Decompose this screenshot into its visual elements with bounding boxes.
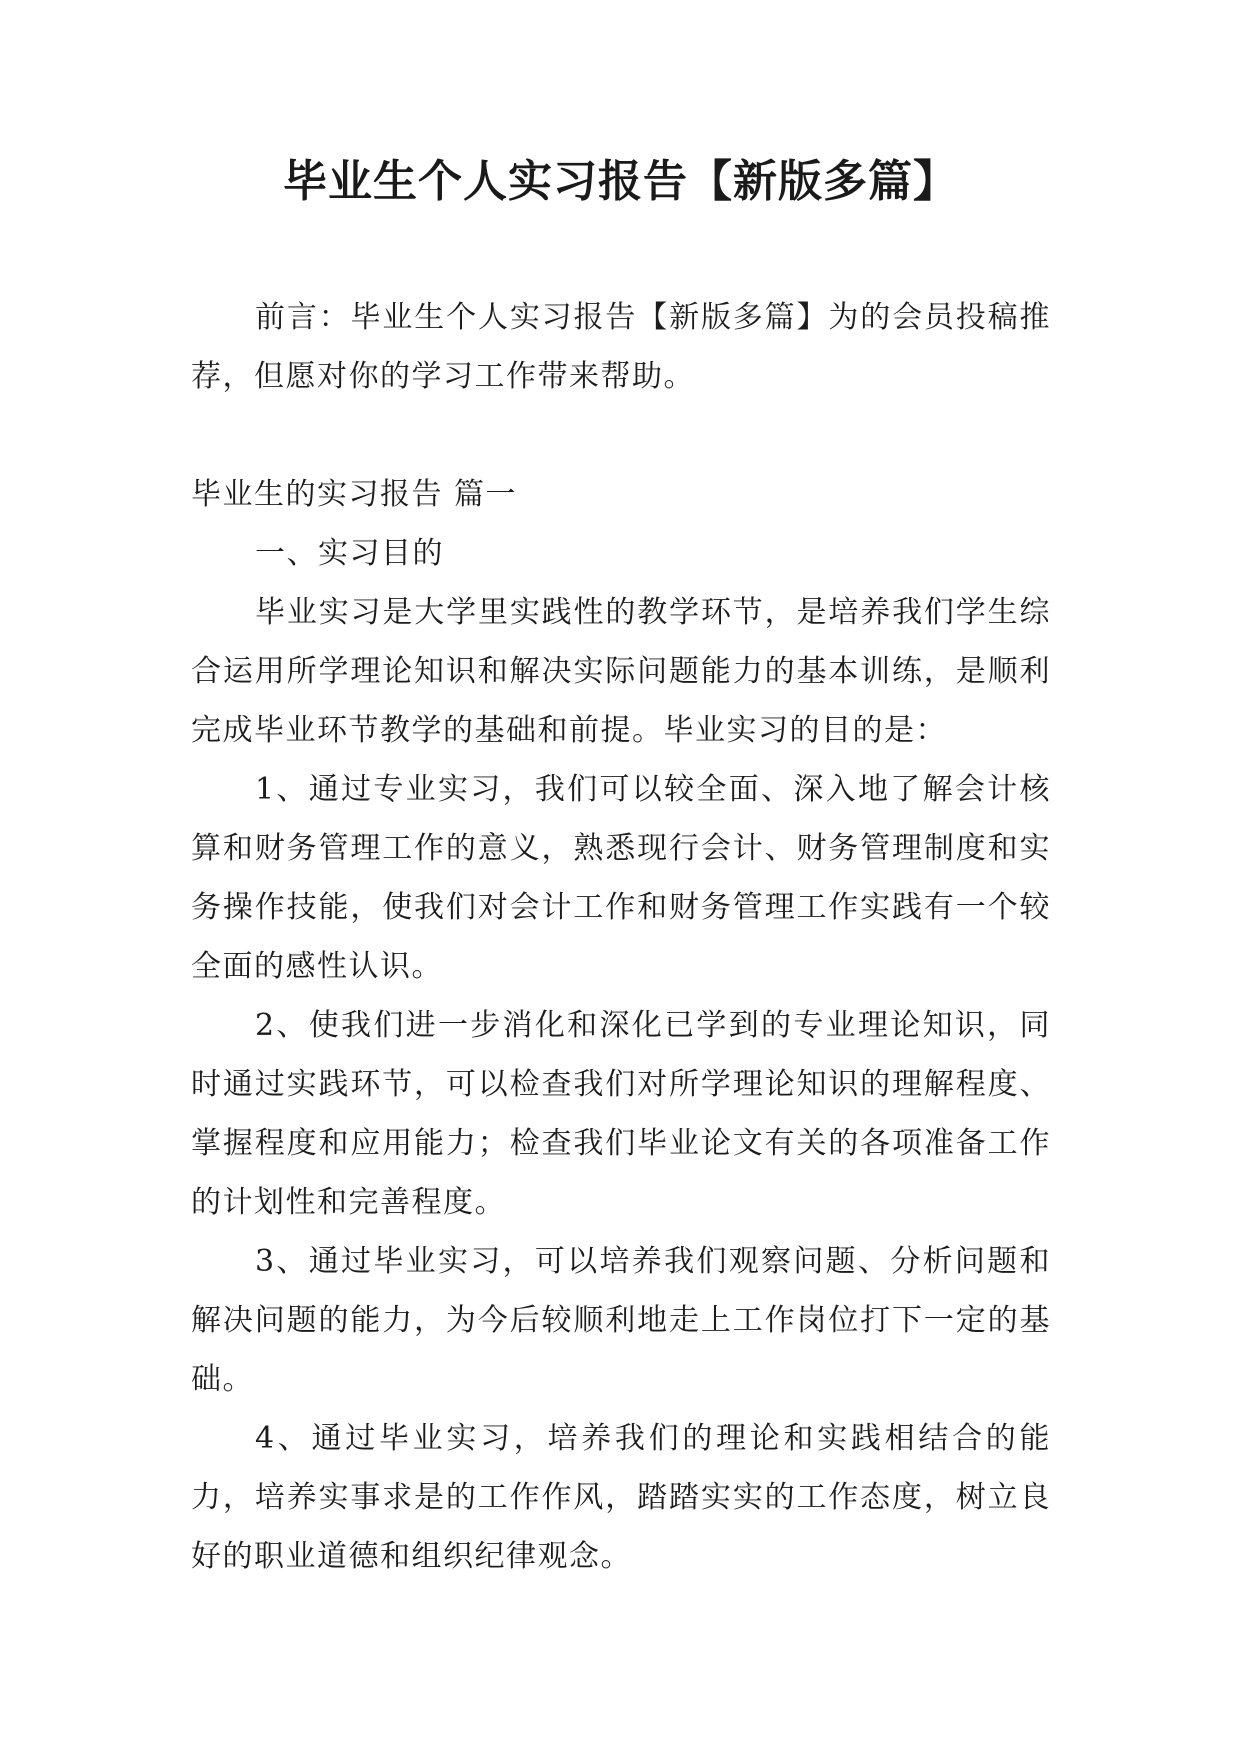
body-paragraph: 2、使我们进一步消化和深化已学到的专业理论知识，同时通过实践环节，可以检查我们对所学理论知识的理解程度、掌握程度和应用能力；检查我们毕业论文有关的各项准备工作的计划性和完善程度。 [191, 1008, 1051, 1220]
section-heading: 毕业生的实习报告 篇一 [191, 477, 518, 512]
document-body [191, 288, 1051, 1586]
body-paragraph: 毕业实习是大学里实践性的教学环节，是培养我们学生综合运用所学理论知识和解决实际问题能力的基本训练，是顺利完成毕业环节教学的基础和前提。毕业实习的目的是： [191, 595, 1051, 748]
body-paragraph: 1、通过专业实习，我们可以较全面、深入地了解会计核算和财务管理工作的意义，熟悉现行会计、财务管理制度和实务操作技能，使我们对会计工作和财务管理工作实践有一个较全面的感性认识。 [191, 772, 1051, 984]
subheading: 一、实习目的 [255, 536, 444, 571]
preface-paragraph: 前言：毕业生个人实习报告【新版多篇】为的会员投稿推荐，但愿对你的学习工作带来帮助。 [191, 300, 1051, 394]
document-title: 毕业生个人实习报告【新版多篇】 [283, 156, 958, 207]
body-paragraph: 3、通过毕业实习，可以培养我们观察问题、分析问题和解决问题的能力，为今后较顺利地走上工作岗位打下一定的基础。 [191, 1244, 1051, 1397]
body-paragraph: 4、通过毕业实习，培养我们的理论和实践相结合的能力，培养实事求是的工作作风，踏踏实实的工作态度，树立良好的职业道德和组织纪律观念。 [191, 1421, 1051, 1574]
